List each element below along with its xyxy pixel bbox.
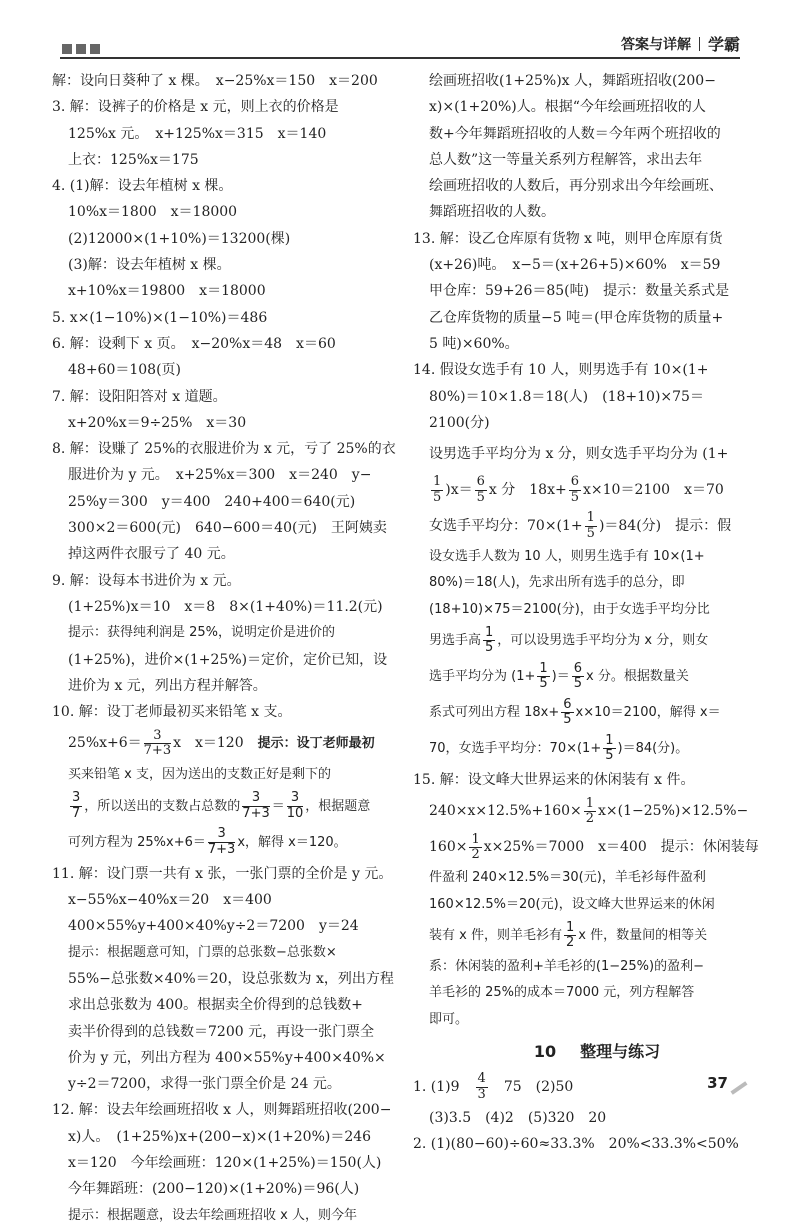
q15-line: 240×x×12.5%+160× $\frac{1}{2}$ x×(1−25%)×12.5%− xyxy=(429,795,749,826)
answer-line: 80%)＝10×1.8＝18(人) (18+10)×75＝ xyxy=(429,388,704,405)
answer-line: (3)解：设去年植树 x 棵。 xyxy=(68,257,231,274)
header-rule xyxy=(60,57,740,59)
q10-line: 买来铅笔 x 支，因为送出的支数正好是剩下的 xyxy=(68,767,331,783)
answer-line: 4. (1)解：设去年植树 x 棵。 xyxy=(52,178,233,195)
q15-line: 件盈利 240×12.5%＝30(元)，羊毛衫每件盈利 xyxy=(429,870,706,886)
answer-line: 11. 解：设门票一共有 x 张，一张门票的全价是 y 元。 xyxy=(52,865,393,882)
section-number: 10 xyxy=(533,1041,557,1061)
answer-line: y÷2＝7200，求得一张门票全价是 24 元。 xyxy=(68,1076,341,1093)
page-number: 37 xyxy=(707,1074,728,1092)
answer-line: 上衣：125%x＝175 xyxy=(68,151,199,168)
right-column xyxy=(413,68,781,1158)
answer-line: 绘画班招收的人数后，再分别求出今年绘画班、 xyxy=(429,178,723,195)
answer-line: 掉这两件衣服亏了 40 元。 xyxy=(68,546,235,563)
answer-line: 价为 y 元，列出方程为 400×55%y+400×40%× xyxy=(68,1049,386,1066)
answer-line: 48+60＝108(页) xyxy=(68,362,182,379)
answer-line: 今年舞蹈班：(200−120)×(1+20%)＝96(人) xyxy=(68,1181,360,1198)
page-header xyxy=(621,32,740,55)
answer-line: 提示：根据题意，设去年绘画班招收 x 人，则今年 xyxy=(68,1207,357,1223)
answer-line: 9. 解：设每本书进价为 x 元。 xyxy=(52,572,241,589)
header-section: 答案与详解 xyxy=(620,36,691,53)
answer-line: 10%x＝1800 x＝18000 xyxy=(68,204,238,221)
answer-line: 绘画班招收(1+25%)x 人，舞蹈班招收(200− xyxy=(429,73,716,89)
answer-line: 400×55%y+400×40%y÷2＝7200 y＝24 xyxy=(68,918,359,935)
q15-line: 即可。 xyxy=(429,1011,469,1027)
q15-line: 装有 x 件，则羊毛衫有 $\frac{1}{2}$ x 件，数量间的相等关 xyxy=(429,919,708,950)
answer-line: 55%−总张数×40%＝20，设总张数为 x，列出方程 xyxy=(68,970,394,987)
answer-line: x−55%x−40%x＝20 x＝400 xyxy=(68,892,272,909)
answer-line: 25%y＝300 y＝400 240+400＝640(元) xyxy=(68,493,356,510)
header-divider xyxy=(699,37,700,51)
answer-line: (3)3.5 (4)2 (5)320 20 xyxy=(429,1110,607,1127)
answer-line: x)×(1+20%)人。根据“今年绘画班招收的人 xyxy=(429,99,706,116)
answer-line: 卖半价得到的总钱数＝7200 元，再设一张门票全 xyxy=(68,1023,375,1040)
answer-line: 6. 解：设剩下 x 页。 x−20%x＝48 x＝60 xyxy=(52,335,336,352)
decorative-blocks xyxy=(62,44,100,54)
answer-line: x+10%x＝19800 x＝18000 xyxy=(68,283,266,300)
answer-line: 进价为 x 元，列出方程并解答。 xyxy=(68,677,267,694)
header-brand: 学霸 xyxy=(707,35,740,54)
answer-line: 10. 解：设丁老师最初买来铅笔 x 支。 xyxy=(52,704,292,721)
answer-line: 乙仓库货物的质量−5 吨＝(甲仓库货物的质量+ xyxy=(429,309,724,326)
answer-line: (1+25%)，进价×(1+25%)＝定价，定价已知，设 xyxy=(68,651,388,668)
q14-line: 设男选手平均分为 x 分，则女选手平均分为 (1+ xyxy=(429,446,729,463)
q14-line: 选手平均分为 (1+ $\frac{1}{5}$ )＝ $\frac{6}{5}$ x 分。根据数量关 xyxy=(429,660,689,692)
answer-line: 7. 解：设阳阳答对 x 道题。 xyxy=(52,388,227,405)
answer-line: (2)12000×(1+10%)＝13200(棵) xyxy=(68,230,291,247)
answer-line: 服进价为 y 元。 x+25%x＝300 x＝240 y− xyxy=(68,467,372,484)
answer-line: 提示：根据题意可知，门票的总张数−总张数× xyxy=(68,944,337,960)
q14-line: $\frac{1}{5}$ )x＝ $\frac{6}{5}$ x 分 18x+ $\frac{6}{5}$ x×10＝2100 x＝70 xyxy=(433,474,724,505)
answer-line: x)人。 (1+25%)x+(200−x)×(1+20%)＝246 xyxy=(68,1128,372,1145)
answer-line: 甲仓库：59+26＝85(吨) 提示：数量关系式是 xyxy=(429,283,730,300)
answer-line: x＝120 今年绘画班：120×(1+25%)＝150(人) xyxy=(68,1154,382,1171)
answer-line: 总人数”这一等量关系列方程解答，求出去年 xyxy=(429,151,703,168)
q14-line: 女选手平均分：70×(1+ $\frac{1}{5}$ )＝84(分) 提示：假 xyxy=(429,510,732,541)
q15-line: 15. 解：设文峰大世界运来的休闲装有 x 件。 xyxy=(413,772,695,789)
q15-line: 160×12.5%＝20(元)，设文峰大世界运来的休闲 xyxy=(429,896,715,912)
answer-line: 2100(分) xyxy=(429,414,490,431)
answer-line: 2. (1)(80−60)÷60≈33.3% 20%<33.3%<50% xyxy=(413,1136,739,1153)
answer-line: 提示：获得纯利润是 25%，说明定价是进价的 xyxy=(68,625,336,641)
section-heading xyxy=(413,1039,781,1065)
q10-line: $\frac{3}{7}$ ，所以送出的支数占总数的 $\frac{3}{7+3}$ ＝ $\frac{3}{10}$ ，根据题意 xyxy=(72,790,371,821)
answer-line: 13. 解：设乙仓库原有货物 x 吨，则甲仓库原有货 xyxy=(413,230,723,247)
answer-line: 14. 假设女选手有 10 人，则男选手有 10×(1+ xyxy=(413,362,709,379)
q14-line: (18+10)×75＝2100(分)，由于女选手平均分比 xyxy=(429,601,710,617)
answer-line: 数+今年舞蹈班招收的人数＝今年两个班招收的 xyxy=(429,125,721,142)
answer-line: 3. 解：设裤子的价格是 x 元，则上衣的价格是 xyxy=(52,99,339,116)
q15-line: 羊毛衫的 25%的成本＝7000 元，列方程解答 xyxy=(429,985,695,1001)
answer-line: 解：设向日葵种了 x 棵。 x−25%x＝150 x＝200 xyxy=(52,73,378,89)
answer-line: 舞蹈班招收的人数。 xyxy=(429,204,555,221)
answer-line: 125%x 元。 x+125%x＝315 x＝140 xyxy=(68,125,327,142)
answer-line: x+20%x＝9÷25% x＝30 xyxy=(68,414,247,431)
answer-line: 5 吨)×60%。 xyxy=(429,335,519,352)
answer-line: 5. x×(1−10%)×(1−10%)＝486 xyxy=(52,309,268,326)
q10-line: 可列方程为 25%x+6＝ $\frac{3}{7+3}$ x，解得 x＝120。 xyxy=(68,826,347,857)
q14-line: 70，女选手平均分：70×(1+ $\frac{1}{5}$ )＝84(分)。 xyxy=(429,732,689,764)
answer-line: 求出总张数为 400。根据卖全价得到的总钱数+ xyxy=(68,997,363,1014)
answer-line: 8. 解：设赚了 25%的衣服进价为 x 元，亏了 25%的衣 xyxy=(52,441,396,458)
q15-line: 160× $\frac{1}{2}$ x×25%＝7000 x＝400 提示：休闲装每 xyxy=(429,831,759,862)
answer-line: (x+26)吨。 x−5＝(x+26+5)×60% x＝59 xyxy=(429,257,721,274)
q15-line: 系：休闲装的盈利+羊毛衫的(1−25%)的盈利− xyxy=(429,958,704,974)
q14-line: 80%)＝18(人)，先求出所有选手的总分，即 xyxy=(429,575,685,591)
q14-line: 设女选手人数为 10 人，则男生选手有 10×(1+ xyxy=(429,549,705,565)
q14-line: 男选手高 $\frac{1}{5}$ ，可以设男选手平均分为 x 分，则女 xyxy=(429,624,709,656)
answer-line: (1+25%)x＝10 x＝8 8×(1+40%)＝11.2(元) xyxy=(68,598,383,615)
answer-line: 300×2＝600(元) 640−600＝40(元) 王阿姨卖 xyxy=(68,520,387,537)
answer-line: 1. (1)9 $\frac{4}{3}$ 75 (2)50 xyxy=(413,1071,574,1102)
q14-line: 系式可列出方程 18x+ $\frac{6}{5}$ x×10＝2100，解得 x＝ xyxy=(429,696,721,728)
left-column xyxy=(52,68,402,1229)
answer-line: 12. 解：设去年绘画班招收 x 人，则舞蹈班招收(200− xyxy=(52,1102,392,1119)
section-title: 整理与练习 xyxy=(580,1041,661,1061)
q10-line: 25%x+6＝ $\frac{3}{7+3}$ x x＝120 提示：设丁老师最初 xyxy=(68,727,375,758)
